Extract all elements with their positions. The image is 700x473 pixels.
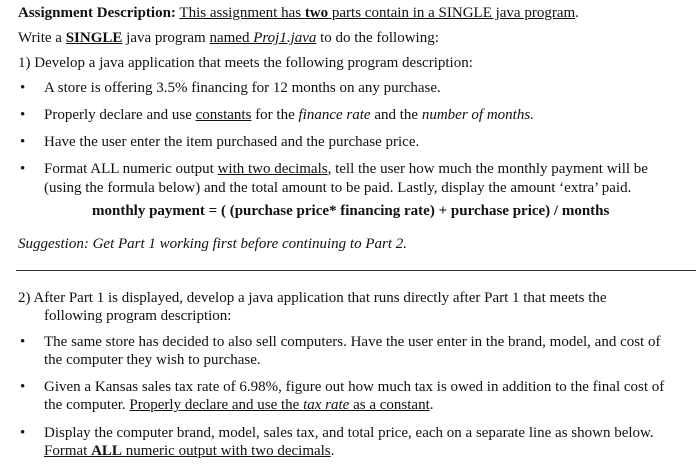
bullet-glyph: • (20, 425, 26, 441)
bullet-glyph: • (20, 379, 26, 395)
part2-bullet-computers: The same store has decided to also sell computers. Have the user enter in the brand, model, and cost of (44, 334, 661, 350)
write-filename: Proj1.java (253, 30, 317, 46)
heading-text-two: two (304, 5, 329, 21)
part1-item: 1) Develop a java application that meets the following program description: (18, 55, 473, 71)
b2-number-of-months: number of months. (421, 107, 534, 123)
write-named (209, 30, 316, 46)
heading-text-c: parts contain in a SINGLE java program (328, 5, 576, 21)
format-b: Format (44, 443, 92, 459)
bullet-glyph: • (20, 161, 26, 177)
b2-finance-rate: finance rate (298, 107, 371, 123)
bullet-glyph: • (20, 107, 26, 123)
b4-c: , tell the user how much the monthly payment will be (327, 161, 648, 177)
tax-rate: tax rate (303, 397, 350, 413)
b2-a: Properly declare and use (44, 107, 196, 123)
format-underline (44, 443, 331, 459)
tax-constant-underline (129, 397, 429, 413)
part2-item: 2) After Part 1 is displayed, develop a java application that runs directly after Part 1 that meets the (18, 290, 607, 306)
tax-b: the computer. (44, 397, 130, 413)
bullet-glyph: • (20, 80, 26, 96)
part1-bullet-format-cont: (using the formula below) and the total amount to be paid. Lastly, display the amount ‘extra’ paid. (44, 180, 632, 196)
part1-bullet-financing: A store is offering 3.5% financing for 12 months on any purchase. (44, 80, 441, 96)
write-named-text: named (209, 30, 254, 46)
heading-text-a: This assignment has (179, 5, 305, 21)
b2-constants: constants (195, 107, 252, 123)
format-period: . (330, 443, 335, 459)
b4-two-decimals: with two decimals (217, 161, 328, 177)
tax-c: Properly declare and use the (129, 397, 304, 413)
format-d: numeric output with two decimals (121, 443, 331, 459)
part1-bullet-format (44, 160, 648, 179)
heading-label: Assignment Description: (18, 5, 176, 21)
b4-a: Format ALL numeric output (44, 161, 218, 177)
part2-bullet-tax: Given a Kansas sales tax rate of 6.98%, figure out how much tax is owed in addition to the final cost of (44, 379, 665, 395)
part2-bullet-display-cont (44, 442, 334, 461)
heading-text (179, 5, 575, 21)
b2-e: and the (370, 107, 422, 123)
write-a: Write a (18, 30, 66, 46)
assignment-heading (18, 4, 579, 23)
part2-bullet-display: Display the computer brand, model, sales tax, and total price, each on a separate line as shown below. (44, 425, 654, 441)
bullet-glyph: • (20, 134, 26, 150)
section-divider (16, 270, 696, 271)
write-single: SINGLE (65, 30, 123, 46)
write-f: to do the following: (316, 30, 439, 46)
format-all: ALL (91, 443, 122, 459)
tax-period: . (429, 397, 434, 413)
part2-item-cont: following program description: (44, 308, 232, 324)
tax-e: as a constant (349, 397, 430, 413)
part1-bullet-constants (44, 106, 534, 125)
write-c: java program (122, 30, 210, 46)
heading-period: . (575, 5, 579, 21)
part2-bullet-computers-cont: the computer they wish to purchase. (44, 352, 261, 368)
part2-bullet-tax-cont (44, 396, 433, 415)
suggestion: Suggestion: Get Part 1 working first before continuing to Part 2. (18, 236, 408, 252)
part1-bullet-user-enter: Have the user enter the item purchased and the purchase price. (44, 134, 420, 150)
b2-c: for the (251, 107, 299, 123)
bullet-glyph: • (20, 334, 26, 350)
write-instruction (18, 29, 439, 48)
formula: monthly payment = ( (purchase price* financing rate) + purchase price) / months (92, 203, 610, 219)
